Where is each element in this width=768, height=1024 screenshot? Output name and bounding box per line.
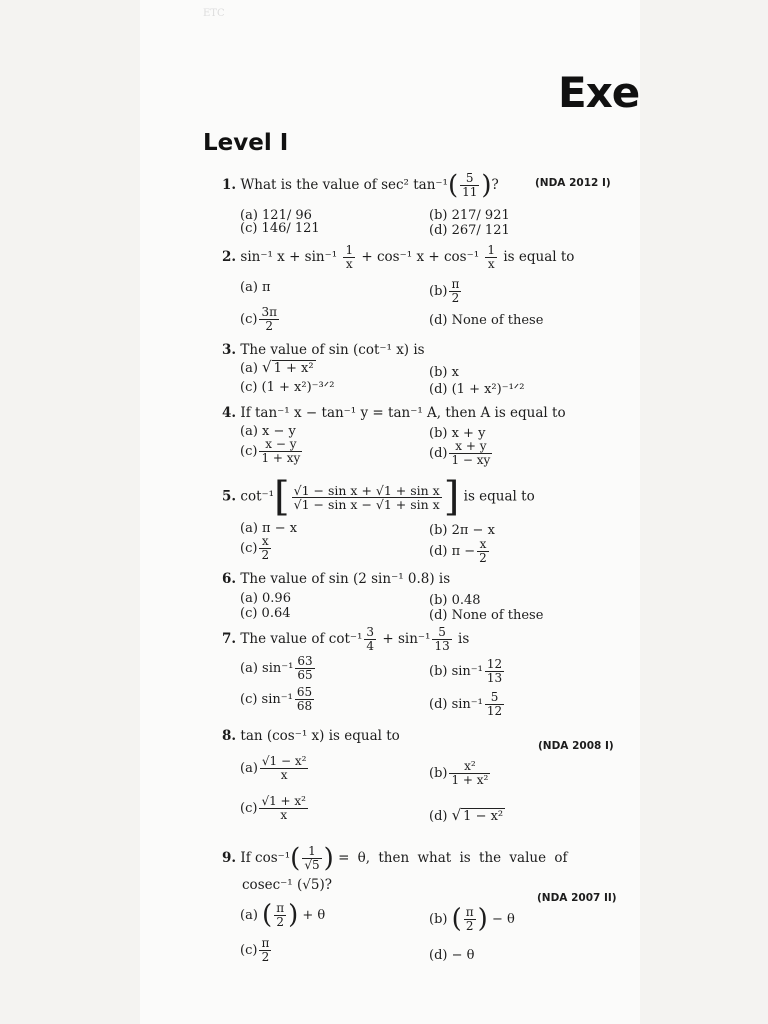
option-c: (c) sin⁻¹ $\frac{65}{68}$ [240, 685, 313, 713]
option-d: (d) π − $\frac{x}{2}$ [429, 537, 487, 565]
option-b: (b) x [429, 365, 459, 380]
level-title: Level I [203, 130, 289, 156]
option-a: (a) π − x [240, 521, 298, 536]
option-d: (d) 267/ 121 [429, 223, 510, 238]
fraction: $\frac{5}{11}$ [462, 171, 478, 199]
option-c: (c) $\frac{\text{√1 + x²}}{x}$ [240, 794, 306, 822]
option-c: (c) (1 + x²)⁻³ᐟ² [240, 380, 335, 395]
option-c: (c) $\frac{x}{2}$ [240, 534, 270, 562]
option-b: (b) sin⁻¹ $\frac{12}{13}$ [429, 657, 503, 685]
option-b: (b) x + y [429, 426, 486, 441]
option-a: (a) sin⁻¹ $\frac{63}{65}$ [240, 654, 313, 682]
option-b: (b) $\frac{\text{x²}}{\text{1 + x²}}$ [429, 759, 489, 787]
source-tag: (NDA 2007 II) [537, 892, 617, 904]
question-3: 3. The value of sin (cot⁻¹ x) is [222, 342, 425, 358]
option-c: (c) 0.64 [240, 606, 291, 621]
option-d: (d) None of these [429, 608, 544, 623]
option-a: (a) 0.96 [240, 591, 291, 606]
option-d: (d) (1 + x²)⁻¹ᐟ² [429, 382, 525, 397]
option-d: (d) sin⁻¹ $\frac{5}{12}$ [429, 690, 503, 718]
question-6: 6. The value of sin (2 sin⁻¹ 0.8) is [222, 571, 451, 587]
section-heading: Exe [558, 68, 640, 117]
option-b: (b) 2π − x [429, 523, 495, 538]
option-b: (b) 217/ 921 [429, 208, 510, 223]
faint-mark: ETC [203, 8, 225, 19]
option-d: (d) − θ [429, 948, 475, 963]
question-7: 7. The value of cot⁻¹ $\frac{3}{4}$ + sin⁻¹ $\frac{5}{13}$ is [222, 625, 470, 653]
option-a: (a) ( $\frac{\pi}{2}$ ) + θ [240, 900, 326, 930]
question-5: 5. cot⁻¹[ $\frac{\text{√1 − sin x + √1 + sin x}}{\text{√1 − sin x − √1 + sin x}}$ ] is equal to [222, 474, 535, 520]
option-b: (b) 0.48 [429, 593, 481, 608]
option-d: (d) √ 1 − x² [429, 806, 504, 824]
option-d: (d) None of these [429, 313, 544, 328]
question-1: 1. What is the value of sec² tan⁻¹( $\frac{5}{11}$ )? [222, 170, 499, 201]
question-4: 4. If tan⁻¹ x − tan⁻¹ y = tan⁻¹ A, then A is equal to [222, 405, 566, 421]
source-tag: (NDA 2008 I) [538, 740, 614, 752]
option-a: (a) 121/ 96 [240, 208, 312, 223]
source-tag: (NDA 2012 I) [535, 177, 611, 189]
question-9-line2: cosec⁻¹ (√5)? [242, 877, 332, 893]
question-9: 9. If cos⁻¹( $\frac{1}{√5}$ ) = θ, then what is the value of [222, 843, 568, 874]
option-a: (a) π [240, 280, 271, 295]
option-a: (a) √ 1 + x² [240, 358, 314, 376]
option-b: (b) $\frac{\pi}{2}$ [429, 277, 460, 305]
option-b: (b) ( $\frac{\pi}{2}$ ) − θ [429, 904, 515, 934]
option-a: (a) x − y [240, 424, 296, 439]
option-c: (c) 146/ 121 [240, 221, 320, 236]
option-d: (d) $\frac{x + y}{1 - xy}$ [429, 439, 491, 467]
question-8: 8. tan (cos⁻¹ x) is equal to [222, 728, 400, 744]
option-c: (c) $\frac{3\pi}{2}$ [240, 305, 277, 333]
option-c: (c) $\frac{x - y}{1 + xy}$ [240, 437, 301, 465]
question-2: 2. sin⁻¹ x + sin⁻¹ $\frac{1}{x}$ + cos⁻¹ x + cos⁻¹ $\frac{1}{x}$ is equal to [222, 243, 575, 271]
option-a: (a) $\frac{\text{√1 − x²}}{x}$ [240, 754, 307, 782]
option-c: (c) $\frac{\pi}{2}$ [240, 936, 270, 964]
